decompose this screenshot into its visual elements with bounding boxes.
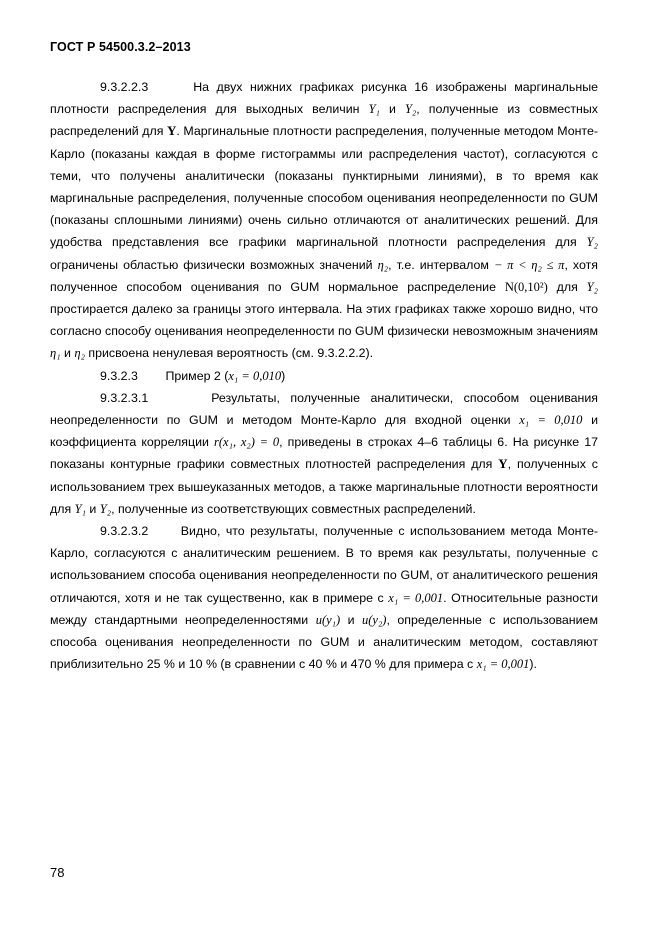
clause-number: 9.3.2.2.3 <box>100 80 149 94</box>
paragraph-9-3-2-2-3 <box>50 76 598 365</box>
math-formula: η₂ <box>377 257 389 272</box>
text-run: и коэффициента корреляции <box>50 413 598 450</box>
math-formula: u(y₂) <box>362 612 387 627</box>
text-run: для <box>556 279 578 294</box>
page-number: 78 <box>50 865 65 880</box>
text-run: простирается далеко за границы этого интервала. На этих графиках также хорошо видно, что согласно способу оценивания неопределенности по GUM физически невозможным значениям <box>50 302 598 339</box>
text-run: . Относительные разности между стандартными неопределенностями <box>50 590 598 627</box>
text-run: и <box>347 612 355 627</box>
math-formula: x₁ = 0,010 <box>228 368 282 383</box>
paragraph-9-3-2-3 <box>50 365 598 387</box>
clause-number: 9.3.2.3.2 <box>100 524 149 539</box>
math-formula: x₁ = 0,010 <box>519 413 583 428</box>
text-run: присвоена ненулевая вероятность (см. 9.3.2.2.2). <box>88 346 374 361</box>
text-run: , определенные с использованием способа оценивания неопределенности по GUM и аналитическим методом, составляют приблизительно 25 % и 10 % (в сравнении с 40 % и 470 % для примера с <box>50 612 598 672</box>
math-formula: Y₁ <box>74 501 86 516</box>
text-run: На двух нижних графиках рисунка 16 изображены маргинальные плотности распределения для выходных величин <box>50 80 599 117</box>
math-formula: − π < η₂ ≤ π <box>494 257 565 272</box>
clause-number: 9.3.2.3 <box>100 368 138 383</box>
math-formula: Y₂ <box>99 501 112 516</box>
text-run: и <box>64 346 71 361</box>
math-formula: x₁ = 0,001 <box>388 590 444 605</box>
text-run: ). <box>529 657 537 672</box>
text-run: и <box>388 102 396 117</box>
text-run: , т.е. интервалом <box>388 257 489 272</box>
document-body <box>50 76 598 675</box>
text-run: Пример 2 ( <box>165 368 229 383</box>
document-header: ГОСТ Р 54500.3.2–2013 <box>50 40 191 54</box>
paragraph-9-3-2-3-2 <box>50 520 598 675</box>
math-formula: r(x₁, x₂) = 0 <box>214 435 280 450</box>
text-run: , полученные из совместных распределений для <box>50 102 598 139</box>
clause-number: 9.3.2.3.1 <box>100 390 149 405</box>
math-formula: Y₁ <box>368 102 380 117</box>
math-formula: x₁ = 0,001 <box>476 657 530 672</box>
text-run: , полученных с использованием трех вышеуказанных методов, а также маргинальные плотности вероятности для <box>50 457 598 516</box>
text-run: Видно, что результаты, полученные с использованием метода Монте-Карло, согласуются с аналитическим решением. В то время как результаты, полученные с использованием способа оценивания неопределенности по GUM, от аналитического решения отличаются, хотя и не так существенно, как в примере с <box>50 524 598 605</box>
math-formula: Y <box>498 456 508 472</box>
text-run: , хотя полученное способом оценивания по GUM нормальное распределение <box>50 257 598 294</box>
text-run: , полученные из соответствующих совместных распределений. <box>111 501 476 516</box>
text-run: и <box>89 501 97 516</box>
paragraph-9-3-2-3-1 <box>50 387 598 520</box>
math-formula: Y <box>167 123 177 139</box>
text-run: Результаты, полученные аналитически, способом оценивания неопределенности по GUM и методом Монте-Карло для входной оценки <box>50 390 598 428</box>
text-run: ограничены областью физически возможных значений <box>50 257 373 272</box>
math-formula: Y₂ <box>404 102 417 117</box>
text-run: . Маргинальные плотности распределения, полученные методом Монте-Карло (показаны каждая в форме гистограммы или распределения частот), согласуются с теми, что получены аналитически (показаны пунктирными линиями), в то время как маргинальные распределения, полученные способом оценивания неопределенности по GUM (показаны сплошными линиями) очень сильно отличаются от аналитических решений. Для удобства представления все графики маргинальной плотности распределения для <box>50 124 598 250</box>
math-formula: η₁ <box>50 346 61 361</box>
math-formula: Y₂ <box>586 279 598 294</box>
text-run: ) <box>281 368 286 383</box>
math-formula: η₂ <box>74 346 85 361</box>
math-formula: N(0,10²) <box>504 279 548 294</box>
math-formula: u(y₁) <box>315 612 341 627</box>
math-formula: Y₂ <box>586 235 598 250</box>
text-run: , приведены в строках 4–6 таблицы 6. На рисунке 17 показаны контурные графики совместных плотностей распределения для <box>50 435 598 472</box>
